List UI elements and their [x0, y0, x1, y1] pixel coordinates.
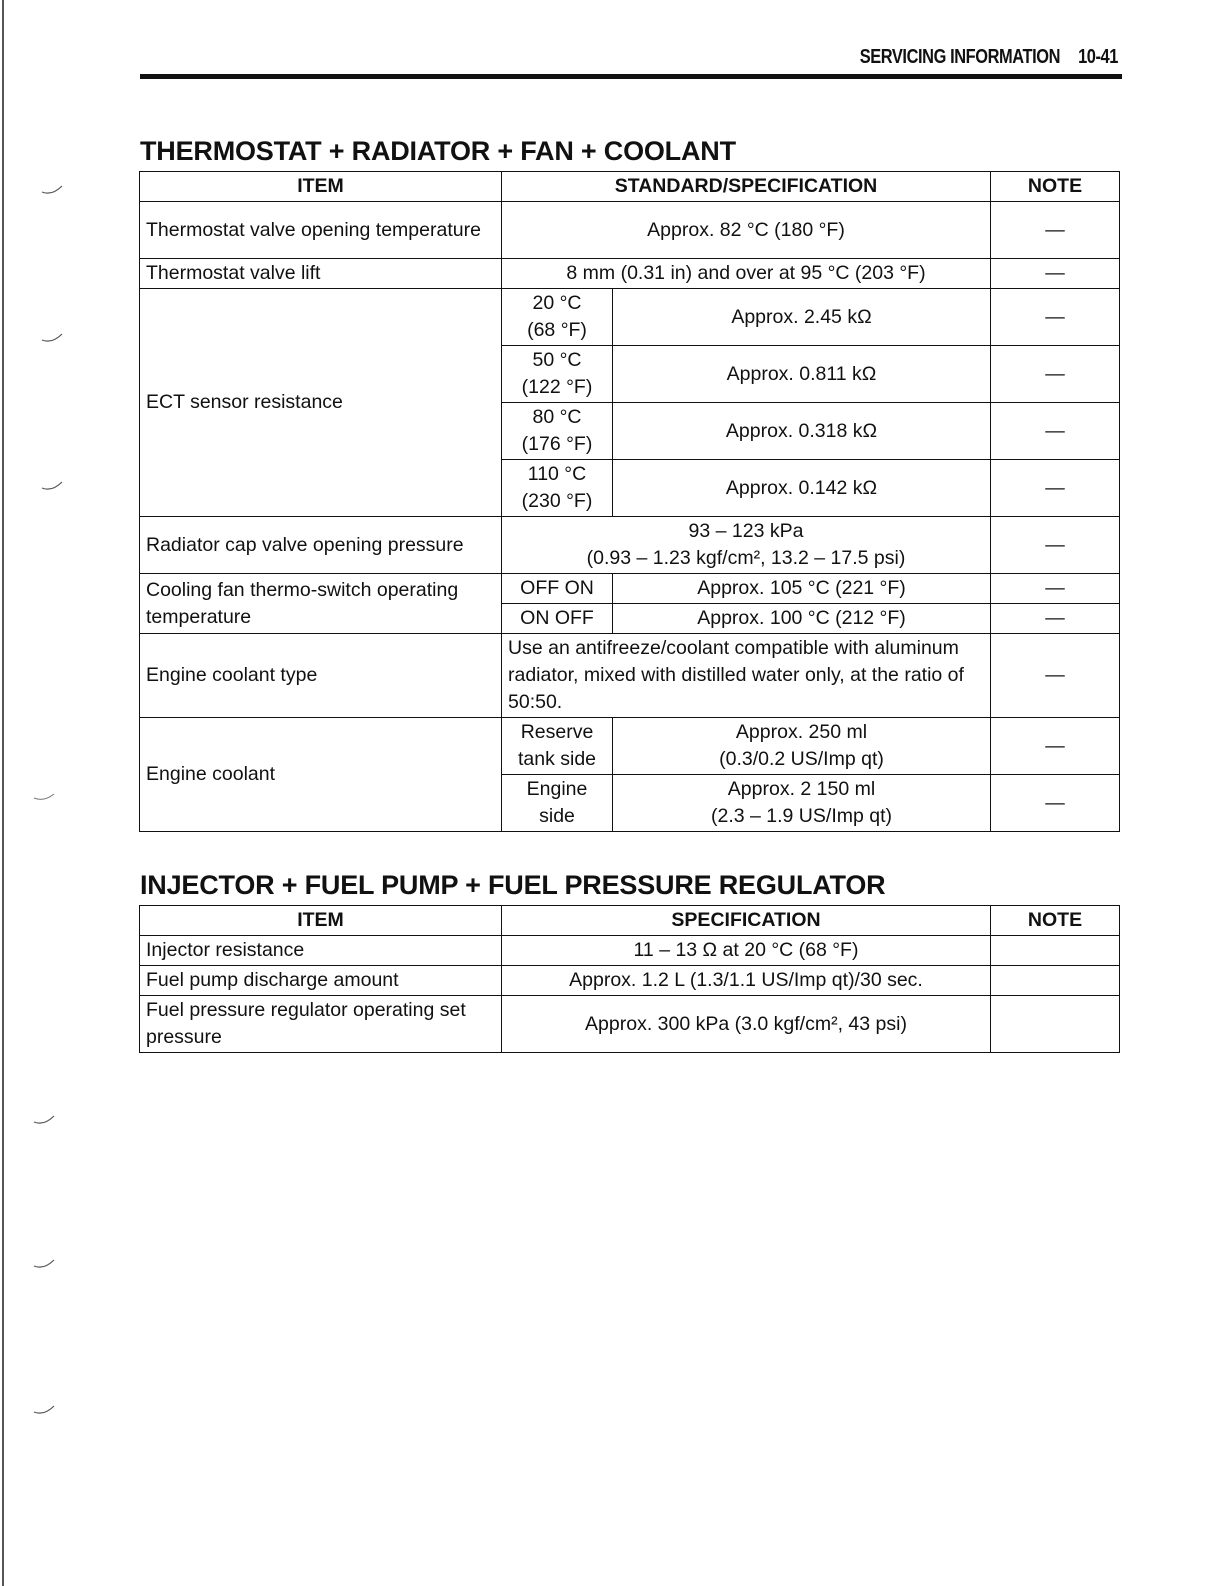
row-note: —	[991, 289, 1120, 346]
row-item: Injector resistance	[140, 936, 502, 966]
table-row	[140, 574, 1120, 604]
table-row	[140, 517, 1120, 574]
ect-temp-cell	[502, 460, 613, 517]
coolant-value-ml: Approx. 250 ml	[735, 721, 868, 743]
table-row	[140, 966, 1120, 996]
column-header-note: NOTE	[991, 906, 1120, 936]
row-spec	[502, 517, 991, 574]
row-spec: Approx. 300 kPa (3.0 kgf/cm², 43 psi)	[502, 996, 991, 1053]
column-header-note: NOTE	[991, 172, 1120, 202]
header-section: SERVICING INFORMATION	[859, 46, 1061, 68]
table-row	[140, 996, 1120, 1053]
table-header-row	[140, 172, 1120, 202]
row-spec: 8 mm (0.31 in) and over at 95 °C (203 °F)	[502, 259, 991, 289]
fan-state: ON OFF	[502, 604, 613, 634]
table-header-row	[140, 906, 1120, 936]
fan-state: OFF ON	[502, 574, 613, 604]
table-row	[140, 936, 1120, 966]
coolant-location-line2: side	[539, 805, 575, 827]
coolant-value-qt: (0.3/0.2 US/Imp qt)	[719, 748, 884, 770]
thermostat-spec-table	[139, 171, 1120, 832]
ect-temp-c: 110 °C	[527, 463, 587, 485]
coolant-location	[502, 718, 613, 775]
row-spec: Approx. 82 °C (180 °F)	[502, 202, 991, 259]
row-item: Thermostat valve lift	[140, 259, 502, 289]
row-item: Engine coolant	[140, 718, 502, 832]
row-note	[991, 936, 1120, 966]
ect-temp-f: (230 °F)	[521, 490, 593, 512]
row-item: Engine coolant type	[140, 634, 502, 718]
row-note: —	[991, 346, 1120, 403]
column-header-spec: STANDARD/SPECIFICATION	[502, 172, 991, 202]
section2-title: INJECTOR + FUEL PUMP + FUEL PRESSURE REGULATOR	[140, 870, 886, 900]
ect-temp-cell	[502, 403, 613, 460]
coolant-value	[613, 718, 991, 775]
cap-pressure-alt: (0.93 – 1.23 kgf/cm², 13.2 – 17.5 psi)	[586, 547, 906, 569]
injector-spec-table	[139, 905, 1120, 1053]
row-item: Cooling fan thermo-switch operating temperature	[140, 574, 502, 634]
row-note	[991, 966, 1120, 996]
table-row	[140, 718, 1120, 775]
row-note	[991, 996, 1120, 1053]
page-header	[140, 40, 1122, 79]
binding-hole-marks	[0, 0, 80, 1586]
ect-value: Approx. 0.811 kΩ	[613, 346, 991, 403]
ect-value: Approx. 0.142 kΩ	[613, 460, 991, 517]
column-header-spec: SPECIFICATION	[502, 906, 991, 936]
coolant-value-ml: Approx. 2 150 ml	[727, 778, 876, 800]
row-note: —	[991, 604, 1120, 634]
row-item: ECT sensor resistance	[140, 289, 502, 517]
ect-value: Approx. 0.318 kΩ	[613, 403, 991, 460]
header-text	[860, 46, 1118, 69]
row-note: —	[991, 718, 1120, 775]
ect-temp-c: 80 °C	[532, 406, 582, 428]
ect-temp-f: (122 °F)	[521, 376, 593, 398]
fan-value: Approx. 100 °C (212 °F)	[613, 604, 991, 634]
row-spec: 11 – 13 Ω at 20 °C (68 °F)	[502, 936, 991, 966]
coolant-location	[502, 775, 613, 832]
coolant-value	[613, 775, 991, 832]
table-row	[140, 289, 1120, 346]
ect-temp-c: 20 °C	[532, 292, 582, 314]
coolant-location-line1: Reserve	[520, 721, 594, 743]
row-spec: Use an antifreeze/coolant compatible with aluminum radiator, mixed with distilled water only, at the ratio of 50:50.	[502, 634, 991, 718]
column-header-item: ITEM	[140, 906, 502, 936]
coolant-value-qt: (2.3 – 1.9 US/Imp qt)	[711, 805, 892, 827]
row-item: Fuel pressure regulator operating set pressure	[140, 996, 502, 1053]
row-item: Fuel pump discharge amount	[140, 966, 502, 996]
section1-title: THERMOSTAT + RADIATOR + FAN + COOLANT	[140, 136, 736, 166]
ect-temp-f: (68 °F)	[527, 319, 587, 341]
row-note: —	[991, 775, 1120, 832]
row-note: —	[991, 574, 1120, 604]
ect-temp-c: 50 °C	[532, 349, 582, 371]
row-item: Radiator cap valve opening pressure	[140, 517, 502, 574]
table-row	[140, 259, 1120, 289]
coolant-location-line2: tank side	[517, 748, 597, 770]
ect-value: Approx. 2.45 kΩ	[613, 289, 991, 346]
header-page-number: 10-41	[1078, 46, 1118, 68]
column-header-item: ITEM	[140, 172, 502, 202]
ect-temp-f: (176 °F)	[521, 433, 593, 455]
table-row	[140, 202, 1120, 259]
row-note: —	[991, 403, 1120, 460]
ect-temp-cell	[502, 289, 613, 346]
fan-value: Approx. 105 °C (221 °F)	[613, 574, 991, 604]
row-note: —	[991, 460, 1120, 517]
ect-temp-cell	[502, 346, 613, 403]
row-note: —	[991, 202, 1120, 259]
row-note: —	[991, 634, 1120, 718]
table-row	[140, 634, 1120, 718]
cap-pressure-kpa: 93 – 123 kPa	[688, 520, 804, 542]
row-spec: Approx. 1.2 L (1.3/1.1 US/Imp qt)/30 sec.	[502, 966, 991, 996]
row-item: Thermostat valve opening temperature	[140, 202, 502, 259]
row-note: —	[991, 517, 1120, 574]
row-note: —	[991, 259, 1120, 289]
coolant-location-line1: Engine	[526, 778, 588, 800]
